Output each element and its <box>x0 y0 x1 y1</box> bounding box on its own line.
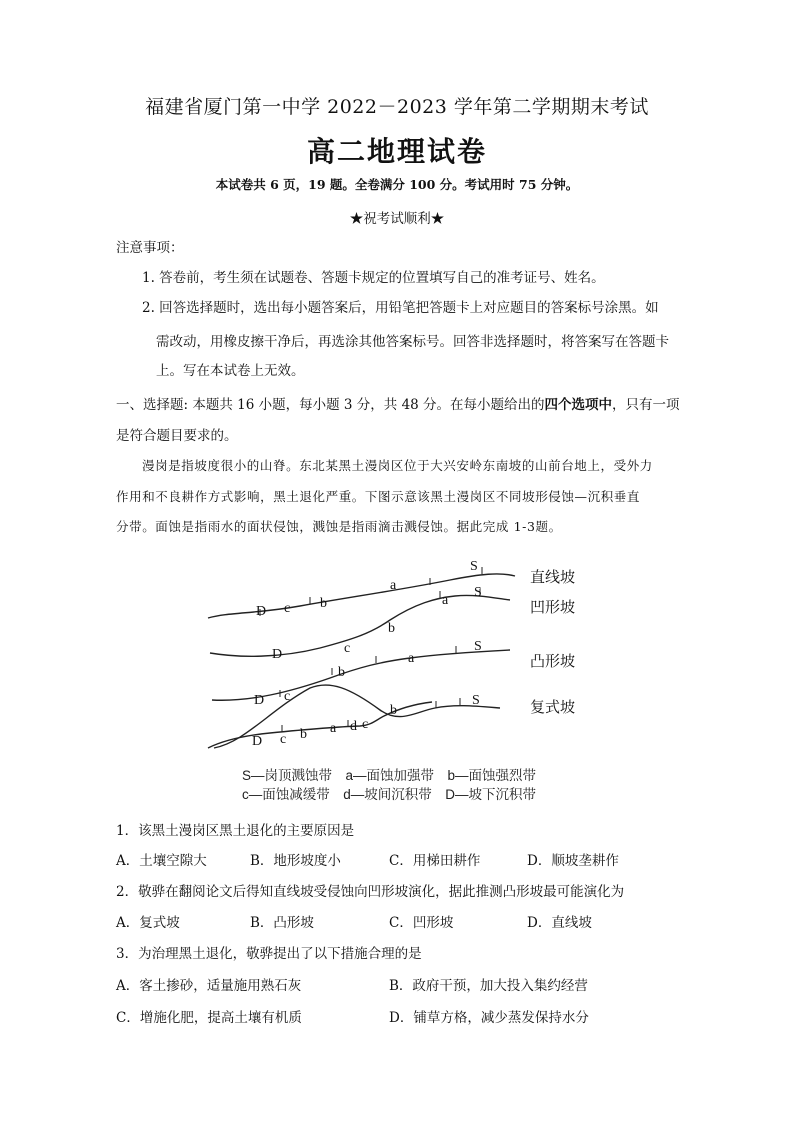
zone-label: b <box>300 727 307 742</box>
zone-label: a <box>442 593 449 608</box>
question-1-stem: 1．该黑土漫岗区黑土退化的主要原因是 <box>116 823 355 839</box>
question-3-option-b: B．政府干预，加大投入集约经营 <box>389 978 588 994</box>
note-item-2-end: 上。写在本试卷上无效。 <box>156 363 305 379</box>
question-3-option-c: C．增施化肥，提高土壤有机质 <box>116 1010 302 1026</box>
zone-label: b <box>390 703 397 718</box>
zone-label: a <box>408 651 415 666</box>
note-item-2-cont: 需改动，用橡皮擦干净后，再选涂其他答案标号。回答非选择题时，将答案写在答题卡 <box>156 334 669 350</box>
bottom-slope-curve <box>208 702 432 748</box>
legend-line-2: c—面蚀减缓带 d—坡间沉积带 D—坡下沉积带 <box>242 787 537 802</box>
question-3-stem: 3．为治理黑土退化，敬骅提出了以下措施合理的是 <box>116 946 422 962</box>
legend-line-1: S—岗顶溅蚀带 a—面蚀加强带 b—面蚀强烈带 <box>242 768 537 783</box>
good-luck-line: ★祝考试顺利★ <box>349 211 445 227</box>
question-1-option-a: A．土壤空隙大 <box>116 853 207 869</box>
zone-label: b <box>388 621 395 636</box>
zone-label: c <box>284 689 291 704</box>
note-item-1: 1. 答卷前，考生须在试题卷、答题卡规定的位置填写自己的准考证号、姓名。 <box>142 270 605 286</box>
section-heading <box>116 393 680 413</box>
question-1-option-c: C．用梯田耕作 <box>389 853 481 869</box>
zone-label: S <box>472 693 480 708</box>
question-2-option-a: A．复式坡 <box>116 915 180 931</box>
slope-name: 凸形坡 <box>530 652 576 670</box>
slope-name: 复式坡 <box>530 698 576 716</box>
zone-label: S <box>470 559 478 574</box>
zone-label: c <box>344 641 351 656</box>
zone-label: c <box>280 732 287 747</box>
school-exam-line: 福建省厦门第一中学 2022－2023 学年第二学期期末考试 <box>145 96 649 118</box>
question-1-option-b: B．地形坡度小 <box>250 853 341 869</box>
section-heading-suffix: ，只有一项 <box>612 397 680 413</box>
section-heading-prefix: 一、选择题: 本题共 16 小题，每小题 3 分，共 48 分。在每小题给出的 <box>116 397 545 413</box>
section-heading-bold: 四个选项中 <box>544 397 613 413</box>
question-2-option-c: C．凹形坡 <box>389 915 454 931</box>
question-2-option-b: B．凸形坡 <box>250 915 314 931</box>
concave-slope-curve <box>210 595 510 656</box>
zone-label: d <box>350 719 357 734</box>
zone-label: D <box>256 604 267 619</box>
zone-label: D <box>254 693 265 708</box>
question-1-option-d: D．顺坡垄耕作 <box>527 853 619 869</box>
zone-label: b <box>338 665 345 680</box>
zone-label: c <box>284 601 291 616</box>
zone-label: D <box>252 734 263 749</box>
zone-label: b <box>320 596 327 611</box>
exam-meta: 本试卷共 6 页，19 题。全卷满分 100 分。考试用时 75 分钟。 <box>215 177 579 192</box>
slope-name: 凹形坡 <box>530 598 576 616</box>
slope-name: 直线坡 <box>530 568 576 586</box>
note-item-2: 2. 回答选择题时，选出每小题答案后，用铅笔把答题卡上对应题目的答案标号涂黑。如 <box>142 300 659 316</box>
page-title: 高二地理试卷 <box>306 135 487 168</box>
zone-label: a <box>330 721 337 736</box>
question-3-option-a: A．客土掺砂，适量施用熟石灰 <box>116 978 302 994</box>
zone-label: S <box>474 639 482 654</box>
question-3-option-d: D．铺草方格，减少蒸发保持水分 <box>389 1010 589 1026</box>
section-heading-line2: 是符合题目要求的。 <box>116 428 238 444</box>
passage-line-3: 分带。面蚀是指雨水的面状侵蚀，溅蚀是指雨滴击溅侵蚀。据此完成 1-3题。 <box>116 519 562 534</box>
notes-heading: 注意事项： <box>116 240 184 256</box>
zone-label: S <box>474 585 482 600</box>
zone-label: D <box>272 647 283 662</box>
zone-label: c <box>362 717 369 732</box>
question-2-option-d: D．直线坡 <box>527 915 592 931</box>
passage-line-2: 作用和不良耕作方式影响，黑土退化严重。下图示意该黑土漫岗区不同坡形侵蚀—沉积垂直 <box>116 489 641 504</box>
question-2-stem: 2．敬骅在翻阅论文后得知直线坡受侵蚀向凹形坡演化，据此推测凸形坡最可能演化为 <box>116 884 625 900</box>
passage-line-1: 漫岗是指坡度很小的山脊。东北某黑土漫岗区位于大兴安岭东南坡的山前台地上，受外力 <box>142 458 653 473</box>
zone-label: a <box>390 578 397 593</box>
